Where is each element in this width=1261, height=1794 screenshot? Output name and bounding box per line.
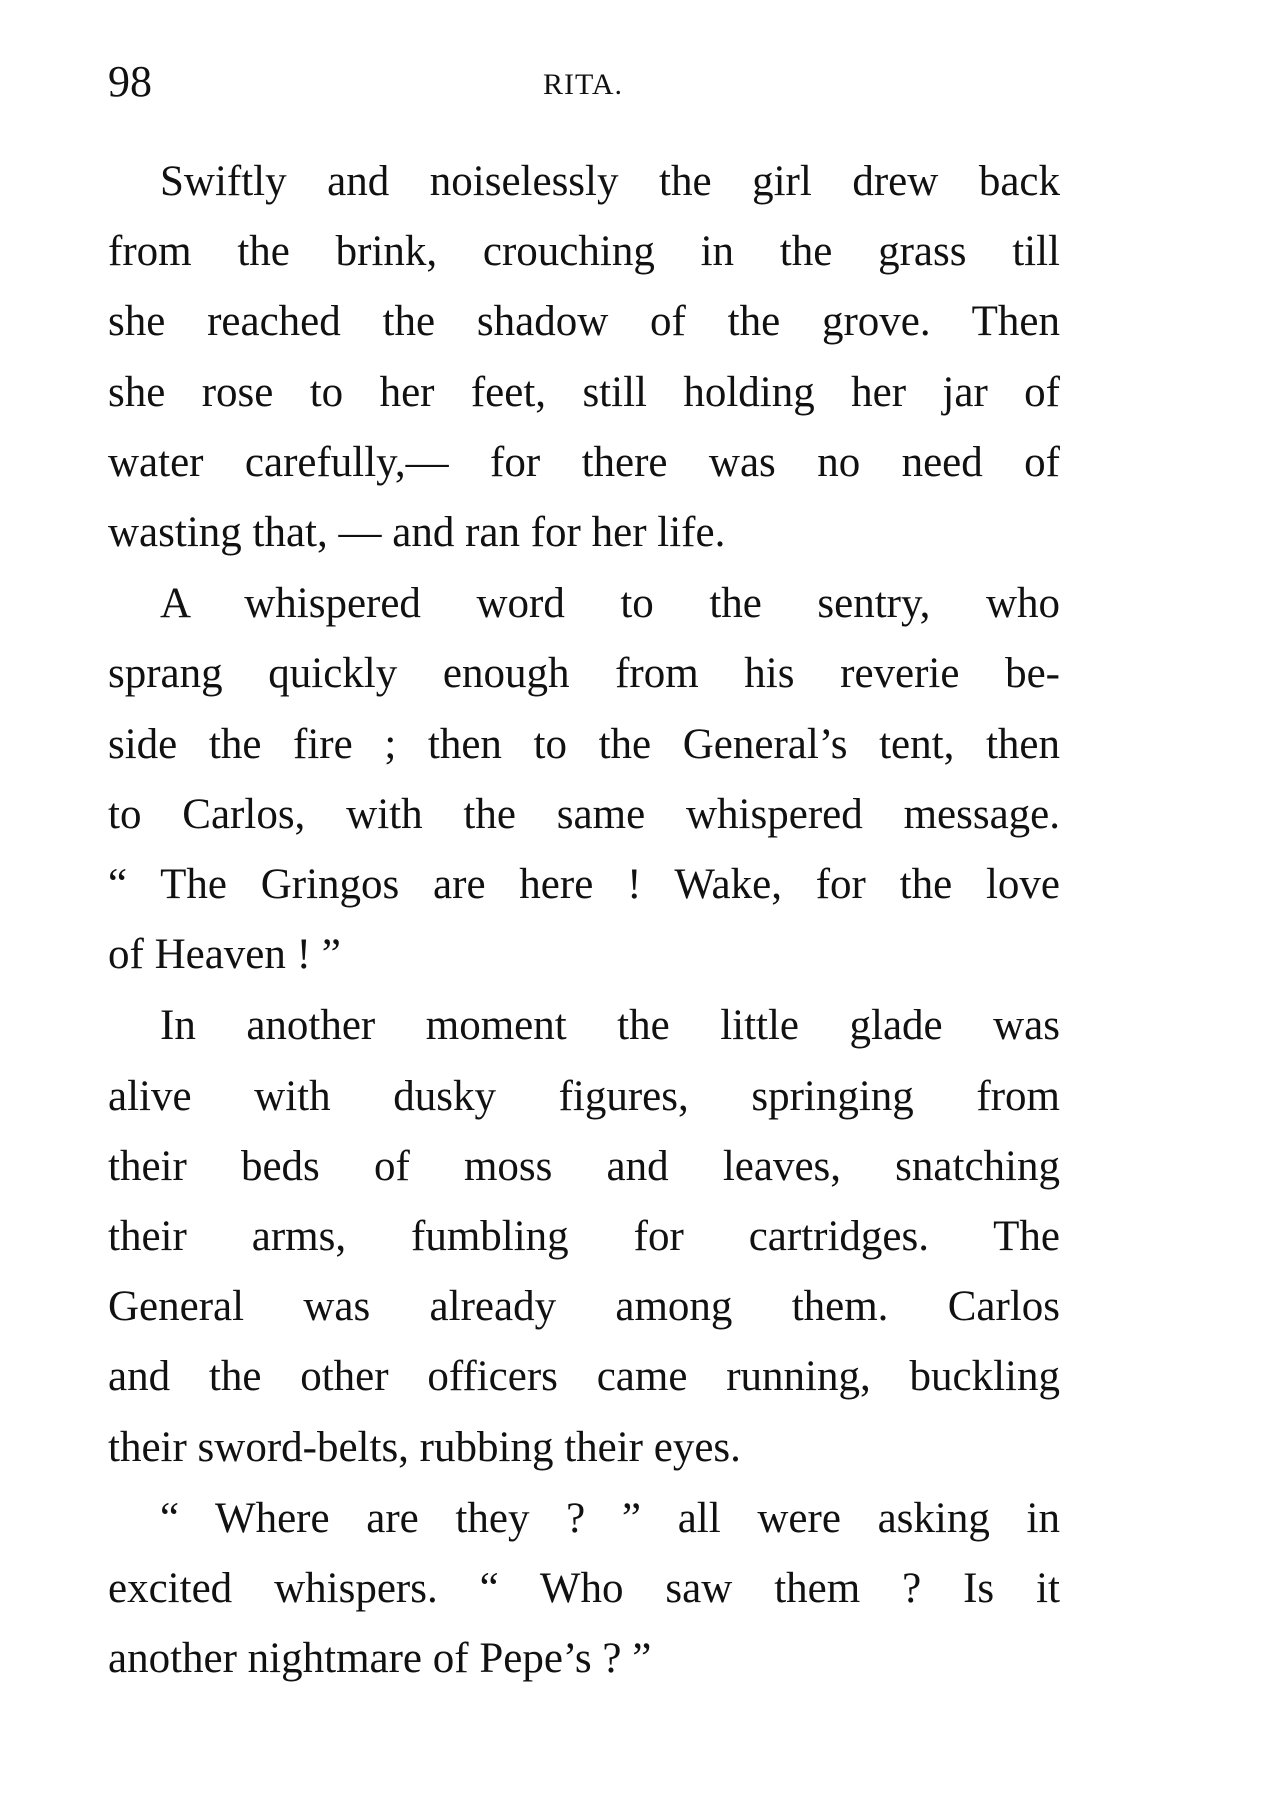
text-line: alive with dusky figures, springing from [108,1072,1060,1120]
text-line: wasting that, — and ran for her life. [108,509,726,557]
text-line: she reached the shadow of the grove. Then [108,298,1060,346]
running-title: RITA. [542,68,624,101]
text-line: water carefully,— for there was no need of [108,438,1060,486]
paragraph-2 [108,569,1060,990]
text-line: their beds of moss and leaves, snatching [108,1142,1060,1190]
text-line: sprang quickly enough from his reverie be- [108,650,1060,698]
body-text [108,147,1060,1694]
text-line: Swiftly and noiselessly the girl drew back [160,158,1060,205]
text-line: A whispered word to the sentry, who [160,580,1060,628]
text-line: “ Where are they ? ” all were asking in [160,1494,1060,1542]
text-line: their arms, fumbling for cartridges. The [108,1213,1060,1261]
text-line: to Carlos, with the same whispered message. [108,790,1060,838]
text-line: of Heaven ! ” [108,931,341,979]
text-line: from the brink, crouching in the grass till [108,228,1060,276]
text-line: excited whispers. “ Who saw them ? Is it [108,1565,1060,1613]
page-number: 98 [108,57,152,106]
text-line: General was already among them. Carlos [108,1283,1060,1331]
text-line: she rose to her feet, still holding her jar of [108,368,1060,416]
page-header [108,52,1058,112]
text-line: and the other officers came running, buckling [108,1353,1060,1401]
paragraph-3 [108,991,1060,1482]
text-line: another nightmare of Pepe’s ? ” [108,1635,652,1683]
text-line: “ The Gringos are here ! Wake, for the love [108,861,1060,909]
paragraph-1 [108,147,1060,568]
text-line: their sword-belts, rubbing their eyes. [108,1423,741,1471]
paragraph-4 [108,1484,1060,1695]
text-line: In another moment the little glade was [160,1002,1060,1050]
text-line: side the fire ; then to the General’s tent, then [108,720,1060,768]
